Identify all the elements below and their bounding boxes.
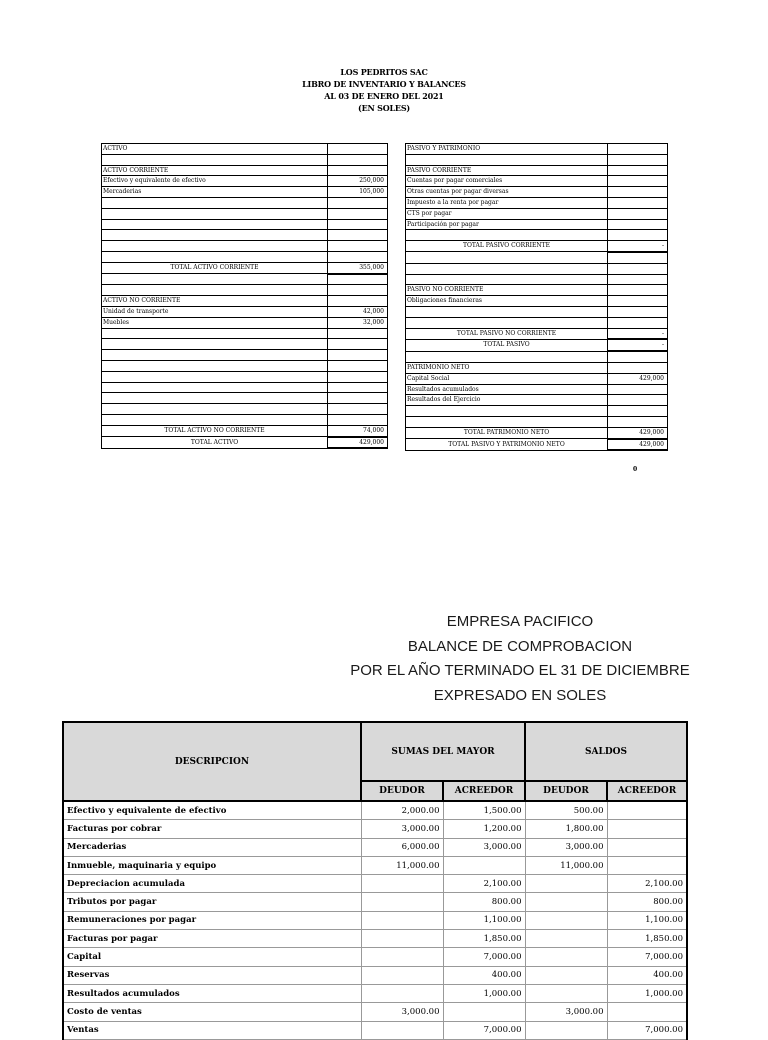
pasivo-row bbox=[406, 230, 668, 241]
activo-label: ACTIVO CORRIENTE bbox=[102, 165, 328, 176]
activo-row bbox=[102, 437, 388, 449]
activo-label: TOTAL ACTIVO bbox=[102, 437, 328, 449]
activo-label: ACTIVO bbox=[102, 144, 328, 155]
saldos-deudor bbox=[525, 875, 607, 893]
activo-value bbox=[328, 393, 388, 404]
activo-label bbox=[102, 371, 328, 382]
pasivo-value bbox=[608, 144, 668, 155]
saldos-acreedor bbox=[607, 856, 687, 874]
activo-row bbox=[102, 382, 388, 393]
sumas-deudor: 2,000.00 bbox=[361, 801, 443, 820]
saldos-deudor bbox=[525, 948, 607, 966]
activo-row bbox=[102, 328, 388, 339]
pasivo-row bbox=[406, 241, 668, 252]
pasivo-label: Otras cuentas por pagar diversas bbox=[406, 187, 608, 198]
activo-row bbox=[102, 285, 388, 296]
activo-label bbox=[102, 274, 328, 285]
pasivo-row bbox=[406, 176, 668, 187]
activo-value: 74,000 bbox=[328, 425, 388, 436]
pasivo-row bbox=[406, 427, 668, 438]
sumas-deudor bbox=[361, 948, 443, 966]
pasivo-value bbox=[608, 351, 668, 362]
saldos-acreedor bbox=[607, 838, 687, 856]
pasivo-label bbox=[406, 416, 608, 427]
col-sumas-deudor: DEUDOR bbox=[361, 781, 443, 801]
pasivo-value bbox=[608, 165, 668, 176]
saldos-acreedor bbox=[607, 801, 687, 820]
col-sumas-acreedor: ACREEDOR bbox=[443, 781, 525, 801]
sumas-deudor: 3,000.00 bbox=[361, 1003, 443, 1021]
account-name: Ventas bbox=[63, 1021, 361, 1039]
activo-value: 32,000 bbox=[328, 317, 388, 328]
trial-balance-row bbox=[63, 911, 687, 929]
sumas-acreedor: 2,100.00 bbox=[443, 875, 525, 893]
saldos-acreedor: 800.00 bbox=[607, 893, 687, 911]
pasivo-label: Participación por pagar bbox=[406, 219, 608, 230]
account-name: Remuneraciones por pagar bbox=[63, 911, 361, 929]
pasivo-row bbox=[406, 252, 668, 263]
activo-row bbox=[102, 208, 388, 219]
pasivo-row bbox=[406, 395, 668, 406]
activo-label bbox=[102, 404, 328, 415]
book-title: LIBRO DE INVENTARIO Y BALANCES bbox=[302, 79, 466, 89]
activo-row bbox=[102, 404, 388, 415]
pasivo-value: 429,000 bbox=[608, 427, 668, 438]
sumas-acreedor: 400.00 bbox=[443, 966, 525, 984]
comprobacion-header bbox=[340, 610, 700, 708]
activo-row bbox=[102, 414, 388, 425]
pasivo-label bbox=[406, 154, 608, 165]
pasivo-label: Capital Social bbox=[406, 373, 608, 384]
saldos-acreedor: 2,100.00 bbox=[607, 875, 687, 893]
pasivo-label bbox=[406, 263, 608, 274]
activo-value bbox=[328, 350, 388, 361]
activo-label bbox=[102, 154, 328, 165]
activo-row bbox=[102, 296, 388, 307]
activo-row bbox=[102, 360, 388, 371]
activo-row bbox=[102, 425, 388, 436]
activo-row bbox=[102, 154, 388, 165]
pasivo-label: CTS por pagar bbox=[406, 208, 608, 219]
sumas-acreedor: 1,850.00 bbox=[443, 930, 525, 948]
report-period: POR EL AÑO TERMINADO EL 31 DE DICIEMBRE bbox=[350, 662, 690, 679]
activo-label: TOTAL ACTIVO NO CORRIENTE bbox=[102, 425, 328, 436]
sumas-acreedor: 1,000.00 bbox=[443, 984, 525, 1002]
saldos-acreedor: 7,000.00 bbox=[607, 1021, 687, 1039]
activo-label bbox=[102, 230, 328, 241]
activo-label: Muebles bbox=[102, 317, 328, 328]
pasivo-label bbox=[406, 306, 608, 317]
pasivo-row bbox=[406, 144, 668, 155]
sumas-acreedor: 1,500.00 bbox=[443, 801, 525, 820]
trial-balance-row bbox=[63, 930, 687, 948]
sumas-acreedor: 7,000.00 bbox=[443, 948, 525, 966]
sumas-deudor bbox=[361, 984, 443, 1002]
activo-label bbox=[102, 350, 328, 361]
sumas-acreedor: 1,100.00 bbox=[443, 911, 525, 929]
saldos-deudor bbox=[525, 966, 607, 984]
activo-value: 105,000 bbox=[328, 187, 388, 198]
saldos-deudor bbox=[525, 911, 607, 929]
pasivo-row bbox=[406, 339, 668, 351]
saldos-deudor: 500.00 bbox=[525, 801, 607, 820]
activo-value bbox=[328, 382, 388, 393]
saldos-acreedor bbox=[607, 820, 687, 838]
pasivo-label: TOTAL PASIVO bbox=[406, 339, 608, 351]
trial-balance-row bbox=[63, 948, 687, 966]
activo-row bbox=[102, 165, 388, 176]
pasivo-label bbox=[406, 351, 608, 362]
pasivo-value: - bbox=[608, 339, 668, 351]
pasivo-label bbox=[406, 230, 608, 241]
activo-label bbox=[102, 241, 328, 252]
activo-value bbox=[328, 360, 388, 371]
pasivo-label: Cuentas por pagar comerciales bbox=[406, 176, 608, 187]
pasivo-row bbox=[406, 208, 668, 219]
pasivo-row bbox=[406, 154, 668, 165]
activo-label bbox=[102, 414, 328, 425]
trial-balance-row bbox=[63, 820, 687, 838]
pasivo-value bbox=[608, 296, 668, 307]
trial-balance-row bbox=[63, 875, 687, 893]
activo-row bbox=[102, 219, 388, 230]
trial-balance-table bbox=[62, 721, 688, 1040]
pasivo-label bbox=[406, 406, 608, 417]
saldos-deudor bbox=[525, 893, 607, 911]
activo-label: Unidad de transporte bbox=[102, 306, 328, 317]
saldos-deudor bbox=[525, 984, 607, 1002]
pasivo-label bbox=[406, 274, 608, 285]
pasivo-row bbox=[406, 197, 668, 208]
pasivo-row bbox=[406, 384, 668, 395]
pasivo-label: TOTAL PASIVO NO CORRIENTE bbox=[406, 328, 608, 339]
pasivo-value: 429,000 bbox=[608, 439, 668, 451]
activo-value bbox=[328, 144, 388, 155]
sumas-acreedor: 7,000.00 bbox=[443, 1021, 525, 1039]
activo-label bbox=[102, 328, 328, 339]
pasivo-value bbox=[608, 176, 668, 187]
saldos-acreedor: 1,850.00 bbox=[607, 930, 687, 948]
pasivo-value bbox=[608, 187, 668, 198]
pasivo-row bbox=[406, 187, 668, 198]
report-title: BALANCE DE COMPROBACION bbox=[407, 637, 633, 655]
book-date: AL 03 DE ENERO DEL 2021 bbox=[324, 91, 444, 101]
pasivo-row bbox=[406, 373, 668, 384]
sumas-acreedor bbox=[443, 1003, 525, 1021]
sumas-deudor: 11,000.00 bbox=[361, 856, 443, 874]
pasivo-value: - bbox=[608, 328, 668, 339]
saldos-acreedor: 400.00 bbox=[607, 966, 687, 984]
col-saldos: SALDOS bbox=[525, 722, 687, 781]
sumas-deudor bbox=[361, 875, 443, 893]
activo-label bbox=[102, 393, 328, 404]
col-saldos-acreedor: ACREEDOR bbox=[607, 781, 687, 801]
pasivo-row bbox=[406, 274, 668, 285]
account-name: Resultados acumulados bbox=[63, 984, 361, 1002]
activo-label bbox=[102, 251, 328, 262]
pasivo-label: TOTAL PATRIMONIO NETO bbox=[406, 427, 608, 438]
activo-row bbox=[102, 262, 388, 273]
pasivo-label: Impuesto a la renta por pagar bbox=[406, 197, 608, 208]
pasivo-value bbox=[608, 285, 668, 296]
activo-value bbox=[328, 285, 388, 296]
pasivo-value bbox=[608, 263, 668, 274]
activo-value bbox=[328, 154, 388, 165]
activo-value bbox=[328, 371, 388, 382]
activo-row bbox=[102, 339, 388, 350]
activo-label bbox=[102, 208, 328, 219]
saldos-acreedor: 1,000.00 bbox=[607, 984, 687, 1002]
activo-row bbox=[102, 144, 388, 155]
activo-row bbox=[102, 187, 388, 198]
pasivo-value bbox=[608, 384, 668, 395]
activo-row bbox=[102, 274, 388, 285]
saldos-acreedor bbox=[607, 1003, 687, 1021]
activo-value bbox=[328, 219, 388, 230]
sumas-deudor bbox=[361, 893, 443, 911]
pasivo-label bbox=[406, 252, 608, 263]
footnote-zero: 0 bbox=[633, 466, 638, 473]
activo-value bbox=[328, 296, 388, 307]
trial-balance-row bbox=[63, 984, 687, 1002]
pasivo-label: PASIVO NO CORRIENTE bbox=[406, 285, 608, 296]
report-currency: EXPRESADO EN SOLES bbox=[433, 686, 607, 704]
sumas-deudor: 6,000.00 bbox=[361, 838, 443, 856]
col-saldos-deudor: DEUDOR bbox=[525, 781, 607, 801]
pasivo-value: 429,000 bbox=[608, 373, 668, 384]
pasivo-row bbox=[406, 362, 668, 373]
sumas-acreedor: 3,000.00 bbox=[443, 838, 525, 856]
activo-value bbox=[328, 339, 388, 350]
col-sumas-del-mayor: SUMAS DEL MAYOR bbox=[361, 722, 525, 781]
activo-label: TOTAL ACTIVO CORRIENTE bbox=[102, 262, 328, 273]
activo-row bbox=[102, 317, 388, 328]
activo-value: 42,000 bbox=[328, 306, 388, 317]
pasivo-row bbox=[406, 219, 668, 230]
activo-value: 250,000 bbox=[328, 176, 388, 187]
activo-value bbox=[328, 208, 388, 219]
account-name: Costo de ventas bbox=[63, 1003, 361, 1021]
activo-label: ACTIVO NO CORRIENTE bbox=[102, 296, 328, 307]
activo-row bbox=[102, 241, 388, 252]
saldos-acreedor: 1,100.00 bbox=[607, 911, 687, 929]
account-name: Facturas por pagar bbox=[63, 930, 361, 948]
activo-label: Efectivo y equivalente de efectivo bbox=[102, 176, 328, 187]
activo-row bbox=[102, 393, 388, 404]
activo-label bbox=[102, 339, 328, 350]
activo-value bbox=[328, 404, 388, 415]
pasivo-row bbox=[406, 317, 668, 328]
activo-row bbox=[102, 230, 388, 241]
trial-balance-row bbox=[63, 966, 687, 984]
pasivo-value bbox=[608, 154, 668, 165]
saldos-deudor bbox=[525, 930, 607, 948]
activo-value: 429,000 bbox=[328, 437, 388, 449]
activo-label bbox=[102, 285, 328, 296]
activo-table bbox=[101, 143, 388, 449]
saldos-deudor: 3,000.00 bbox=[525, 838, 607, 856]
activo-row bbox=[102, 251, 388, 262]
pasivo-row bbox=[406, 296, 668, 307]
saldos-deudor: 3,000.00 bbox=[525, 1003, 607, 1021]
account-name: Reservas bbox=[63, 966, 361, 984]
account-name: Facturas por cobrar bbox=[63, 820, 361, 838]
pasivo-value bbox=[608, 197, 668, 208]
activo-row bbox=[102, 350, 388, 361]
activo-row bbox=[102, 306, 388, 317]
account-name: Tributos por pagar bbox=[63, 893, 361, 911]
activo-value bbox=[328, 414, 388, 425]
pasivo-label: TOTAL PASIVO CORRIENTE bbox=[406, 241, 608, 252]
inventario-header bbox=[0, 66, 768, 114]
activo-label bbox=[102, 219, 328, 230]
sumas-deudor bbox=[361, 911, 443, 929]
pasivo-label: Resultados del Ejercicio bbox=[406, 395, 608, 406]
pasivo-value bbox=[608, 274, 668, 285]
trial-balance-row bbox=[63, 893, 687, 911]
company-name-2: EMPRESA PACIFICO bbox=[446, 613, 594, 630]
sumas-deudor: 3,000.00 bbox=[361, 820, 443, 838]
pasivo-label: TOTAL PASIVO Y PATRIMONIO NETO bbox=[406, 439, 608, 451]
pasivo-row bbox=[406, 306, 668, 317]
pasivo-value bbox=[608, 362, 668, 373]
pasivo-value bbox=[608, 406, 668, 417]
saldos-acreedor: 7,000.00 bbox=[607, 948, 687, 966]
pasivo-value bbox=[608, 306, 668, 317]
pasivo-row bbox=[406, 285, 668, 296]
sumas-deudor bbox=[361, 930, 443, 948]
pasivo-value: - bbox=[608, 241, 668, 252]
pasivo-row bbox=[406, 406, 668, 417]
sumas-deudor bbox=[361, 966, 443, 984]
pasivo-row bbox=[406, 439, 668, 451]
activo-value: 355,000 bbox=[328, 262, 388, 273]
pasivo-value bbox=[608, 416, 668, 427]
saldos-deudor: 1,800.00 bbox=[525, 820, 607, 838]
trial-balance-row bbox=[63, 801, 687, 820]
pasivo-value bbox=[608, 208, 668, 219]
activo-label bbox=[102, 382, 328, 393]
activo-value bbox=[328, 165, 388, 176]
trial-balance-row bbox=[63, 838, 687, 856]
pasivo-label: PASIVO CORRIENTE bbox=[406, 165, 608, 176]
pasivo-value bbox=[608, 317, 668, 328]
trial-balance-row bbox=[63, 856, 687, 874]
col-descripcion: DESCRIPCION bbox=[63, 722, 361, 801]
activo-value bbox=[328, 241, 388, 252]
pasivo-label: PATRIMONIO NETO bbox=[406, 362, 608, 373]
activo-row bbox=[102, 371, 388, 382]
book-currency: (EN SOLES) bbox=[357, 103, 410, 113]
pasivo-label bbox=[406, 317, 608, 328]
activo-label: Mercaderias bbox=[102, 187, 328, 198]
sumas-acreedor: 1,200.00 bbox=[443, 820, 525, 838]
activo-value bbox=[328, 230, 388, 241]
pasivo-value bbox=[608, 219, 668, 230]
sumas-acreedor bbox=[443, 856, 525, 874]
account-name: Depreciacion acumulada bbox=[63, 875, 361, 893]
activo-value bbox=[328, 251, 388, 262]
pasivo-value bbox=[608, 230, 668, 241]
pasivo-value bbox=[608, 395, 668, 406]
activo-row bbox=[102, 176, 388, 187]
sumas-acreedor: 800.00 bbox=[443, 893, 525, 911]
activo-value bbox=[328, 274, 388, 285]
pasivo-row bbox=[406, 328, 668, 339]
pasivo-value bbox=[608, 252, 668, 263]
activo-label bbox=[102, 360, 328, 371]
saldos-deudor: 11,000.00 bbox=[525, 856, 607, 874]
account-name: Mercaderias bbox=[63, 838, 361, 856]
activo-value bbox=[328, 197, 388, 208]
trial-balance-row bbox=[63, 1003, 687, 1021]
pasivo-row bbox=[406, 263, 668, 274]
pasivo-label: PASIVO Y PATRIMONIO bbox=[406, 144, 608, 155]
pasivo-row bbox=[406, 416, 668, 427]
activo-label bbox=[102, 197, 328, 208]
pasivo-row bbox=[406, 351, 668, 362]
activo-value bbox=[328, 328, 388, 339]
activo-row bbox=[102, 197, 388, 208]
company-name: LOS PEDRITOS SAC bbox=[340, 67, 428, 77]
account-name: Efectivo y equivalente de efectivo bbox=[63, 801, 361, 820]
pasivo-row bbox=[406, 165, 668, 176]
pasivo-patrimonio-table bbox=[405, 143, 668, 451]
pasivo-label: Resultados acumulados bbox=[406, 384, 608, 395]
account-name: Capital bbox=[63, 948, 361, 966]
account-name: Inmueble, maquinaria y equipo bbox=[63, 856, 361, 874]
pasivo-label: Obligaciones financieras bbox=[406, 296, 608, 307]
